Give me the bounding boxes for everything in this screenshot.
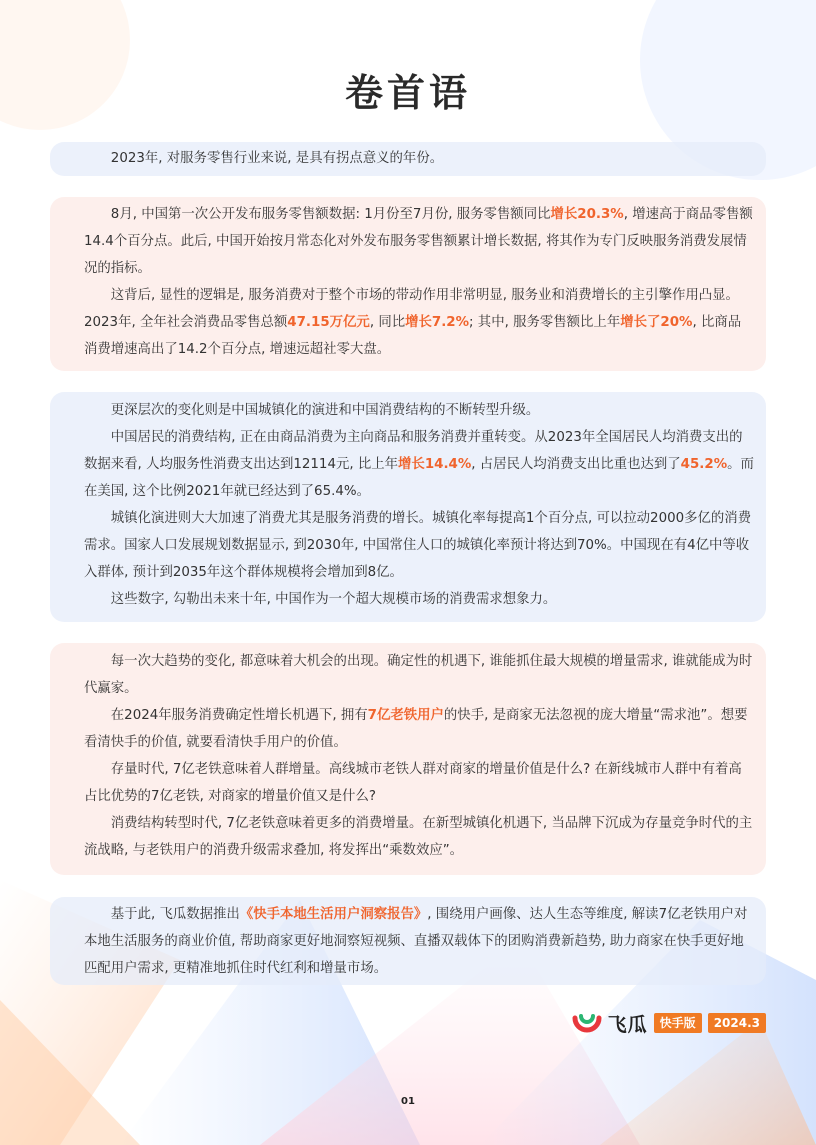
highlight: 增长了20% (620, 315, 693, 330)
report-title-highlight: 《快手本地生活用户洞察报告》 (239, 907, 428, 922)
urbanization-block (50, 392, 766, 622)
highlight: 45.2% (680, 457, 728, 472)
paragraph (84, 282, 754, 363)
text-span: 。而在美国, 这个比例2021年就已经达到了65.4%。 (84, 457, 754, 499)
text-span: , 同比 (369, 315, 406, 330)
page-number: 01 (401, 1096, 415, 1107)
paragraph (84, 424, 754, 505)
paragraph (84, 201, 754, 282)
date-tag: 2024.3 (708, 1013, 766, 1033)
brand-footer (572, 1010, 766, 1036)
paragraph: 城镇化演进则大大加速了消费尤其是服务消费的增长。城镇化率每提高1个百分点, 可以拉动2000多亿的消费需求。国家人口发展规划数据显示, 到2030年, 中国常住人口的城镇化率预计将达到70%。中国现在有4亿中等收入群体, 预计到2035年这个群体规模将会增加到8亿。 (84, 511, 752, 580)
text-span: ; 其中, 服务零售额比上年 (469, 315, 621, 330)
text-span: 在2024年服务消费确定性增长机遇下, 拥有 (110, 708, 368, 723)
highlight: 增长20.3% (550, 207, 624, 222)
report-intro-block (50, 897, 766, 985)
text-span: 基于此, 飞瓜数据推出 (110, 907, 240, 922)
highlight: 增长7.2% (405, 315, 470, 330)
paragraph: 每一次大趋势的变化, 都意味着大机会的出现。确定性的机遇下, 谁能抓住最大规模的增量需求, 谁就能成为时代赢家。 (84, 654, 753, 696)
highlight: 47.15万亿元 (287, 315, 370, 330)
paragraph: 这些数字, 勾勒出未来十年, 中国作为一个超大规模市场的消费需求想象力。 (110, 592, 557, 607)
highlight: 增长14.4% (398, 457, 472, 472)
highlight: 7亿老铁用户 (367, 708, 444, 723)
text-span: , 比商品消费增速高出了14.2个百分点, 增速远超社零大盘。 (84, 315, 742, 357)
text-span: 这背后, 显性的逻辑是, 服务消费对于整个市场的带动作用非常明显, 服务业和消费增长的主引擎作用凸显。2023年, 全年社会消费品零售总额 (84, 288, 739, 330)
paragraph (84, 702, 754, 756)
text-span: , 占居民人均消费支出比重也达到了 (471, 457, 681, 472)
text-span: 中国居民的消费结构, 正在由商品消费为主向商品和服务消费并重转变。从2023年全国居民人均消费支出的数据来看, 人均服务性消费支出达到12114元, 比上年 (84, 430, 743, 472)
paragraph: 更深层次的变化则是中国城镇化的演进和中国消费结构的不断转型升级。 (110, 403, 540, 418)
text-span: , 增速高于商品零售额14.4个百分点。此后, 中国开始按月常态化对外发布服务零售额累计增长数据, 将其作为专门反映服务消费发展情况的指标。 (84, 207, 753, 276)
text-span: , 围绕用户画像、达人生态等维度, 解读7亿老铁用户对本地生活服务的商业价值, 帮助商家更好地洞察短视频、直播双载体下的团购消费新趋势, 助力商家在快手更好地匹配用户需求, 更精准地抓住时代红利和增量市场。 (84, 907, 748, 976)
text-span: 的快手, 是商家无法忽视的庞大增量“需求池”。想要看清快手的价值, 就要看清快手用户的价值。 (84, 708, 748, 750)
intro-text: 2023年, 对服务零售行业来说, 是具有拐点意义的年份。 (110, 151, 444, 166)
paragraph: 存量时代, 7亿老铁意味着人群增量。高线城市老铁人群对商家的增量价值是什么? 在新线城市人群中有着高占比优势的7亿老铁, 对商家的增量价值又是什么? (84, 762, 742, 804)
intro-block (50, 142, 766, 176)
brand-name: 飞瓜 (607, 1013, 648, 1036)
service-retail-block (50, 197, 766, 371)
paragraph (84, 901, 754, 982)
feigua-logo-icon (572, 1012, 602, 1034)
text-span: 8月, 中国第一次公开发布服务零售额数据: 1月份至7月份, 服务零售额同比 (110, 207, 551, 222)
edition-tag: 快手版 (654, 1013, 702, 1033)
opportunity-block (50, 643, 766, 875)
paragraph: 消费结构转型时代, 7亿老铁意味着更多的消费增量。在新型城镇化机遇下, 当品牌下沉成为存量竞争时代的主流战略, 与老铁用户的消费升级需求叠加, 将发挥出“乘数效应”。 (84, 816, 753, 858)
page-title: 卷首语 (344, 71, 471, 115)
